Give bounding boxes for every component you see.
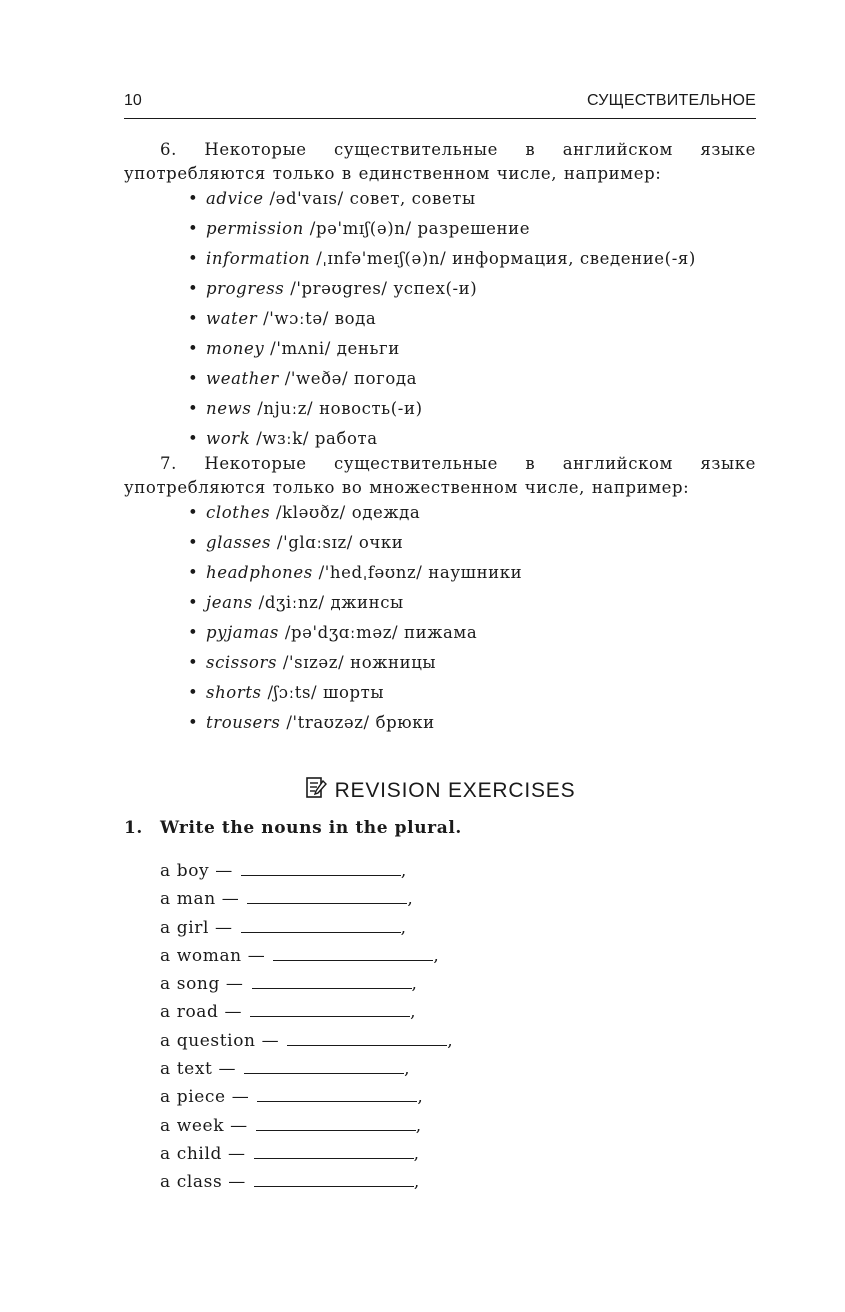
word-list-item — [188, 680, 522, 710]
singular-noun: a man — — [160, 889, 240, 910]
answer-blank[interactable] — [287, 1028, 447, 1046]
rule-6-paragraph — [124, 138, 756, 186]
translation: очки — [358, 533, 404, 552]
transcription: /'glɑːsɪz/ — [276, 533, 353, 552]
bullet-icon: • — [188, 189, 199, 208]
singular-noun: a girl — — [160, 917, 233, 938]
translation: пижама — [404, 623, 478, 642]
bullet-icon: • — [188, 503, 199, 522]
word-list-item — [188, 396, 696, 426]
transcription: /ˌɪnfə'meɪʃ(ə)n/ — [316, 249, 447, 268]
bullet-icon: • — [188, 563, 199, 582]
answer-blank[interactable] — [254, 1169, 414, 1187]
bullet-icon: • — [188, 219, 199, 238]
bullet-icon: • — [188, 309, 199, 328]
exercise-notepad-icon — [305, 776, 327, 800]
word-list-item — [188, 560, 522, 590]
english-word: pyjamas — [206, 623, 279, 642]
exercise-item — [160, 943, 453, 971]
transcription: /pə'dʒɑːməz/ — [284, 623, 399, 642]
english-word: clothes — [206, 503, 271, 522]
translation: информация, сведение(-я) — [452, 249, 696, 268]
singular-noun: a class — — [160, 1172, 246, 1193]
transcription: /'hedˌfəʊnz/ — [318, 563, 423, 582]
rule-6-word-list — [188, 186, 696, 456]
exercise-1-items — [160, 858, 453, 1198]
transcription: /njuːz/ — [257, 399, 314, 418]
answer-blank[interactable] — [250, 999, 410, 1017]
transcription: /pə'mɪʃ(ə)n/ — [309, 219, 412, 238]
exercise-item — [160, 1169, 453, 1197]
exercise-item — [160, 1084, 453, 1112]
bullet-icon: • — [188, 683, 199, 702]
exercise-item — [160, 971, 453, 999]
transcription: /kləʊðz/ — [276, 503, 346, 522]
bullet-icon: • — [188, 713, 199, 732]
singular-noun: a text — — [160, 1059, 237, 1080]
transcription: /'sɪzəz/ — [282, 653, 345, 672]
exercise-item — [160, 999, 453, 1027]
singular-noun: a question — — [160, 1030, 280, 1051]
transcription: /'traʊzəz/ — [286, 713, 370, 732]
transcription: /'mʌni/ — [270, 339, 331, 358]
word-list-item — [188, 530, 522, 560]
rule-6-text: 6. Некоторые существительные в английском языке употребляются только в единственном числе, например: — [124, 140, 756, 183]
bullet-icon: • — [188, 339, 199, 358]
translation: вода — [334, 309, 377, 328]
transcription: /əd'vaɪs/ — [269, 189, 344, 208]
word-list-item — [188, 500, 522, 530]
item-punctuation: , — [447, 1030, 454, 1051]
exercise-1-number: 1. — [124, 818, 143, 838]
english-word: information — [206, 249, 311, 268]
word-list-item — [188, 710, 522, 740]
translation: разрешение — [417, 219, 531, 238]
english-word: headphones — [206, 563, 313, 582]
item-punctuation: , — [417, 1087, 424, 1108]
word-list-item — [188, 590, 522, 620]
word-list-item — [188, 276, 696, 306]
translation: ножницы — [350, 653, 437, 672]
singular-noun: a road — — [160, 1002, 243, 1023]
bullet-icon: • — [188, 279, 199, 298]
english-word: scissors — [206, 653, 278, 672]
english-word: jeans — [206, 593, 253, 612]
bullet-icon: • — [188, 653, 199, 672]
english-word: shorts — [206, 683, 262, 702]
english-word: work — [206, 429, 251, 448]
translation: одежда — [351, 503, 421, 522]
translation: брюки — [375, 713, 435, 732]
bullet-icon: • — [188, 369, 199, 388]
item-punctuation: , — [404, 1059, 411, 1080]
item-punctuation: , — [410, 1002, 417, 1023]
translation: джинсы — [330, 593, 404, 612]
item-punctuation: , — [411, 974, 418, 995]
exercise-item — [160, 1028, 453, 1056]
singular-noun: a woman — — [160, 945, 266, 966]
rule-7-word-list — [188, 500, 522, 740]
section-title: СУЩЕСТВИТЕЛЬНОЕ — [587, 92, 756, 109]
rule-7-text: 7. Некоторые существительные в английском языке употребляются только во множественном числе, например: — [124, 454, 756, 497]
exercise-item — [160, 858, 453, 886]
translation: работа — [314, 429, 378, 448]
word-list-item — [188, 246, 696, 276]
item-punctuation: , — [400, 861, 407, 881]
singular-noun: a song — — [160, 974, 244, 995]
answer-blank[interactable] — [273, 943, 433, 961]
item-punctuation: , — [413, 1143, 420, 1164]
bullet-icon: • — [188, 429, 199, 448]
page-header — [124, 90, 756, 119]
english-word: glasses — [206, 533, 272, 552]
translation: шорты — [323, 683, 385, 702]
translation: погода — [354, 369, 418, 388]
word-list-item — [188, 336, 696, 366]
english-word: news — [206, 399, 252, 418]
singular-noun: a boy — — [160, 861, 233, 881]
transcription: /ʃɔːts/ — [267, 683, 318, 702]
revision-heading-text: REVISION EXERCISES — [334, 779, 576, 802]
bullet-icon: • — [188, 399, 199, 418]
exercise-item — [160, 1056, 453, 1084]
word-list-item — [188, 216, 696, 246]
english-word: advice — [206, 189, 264, 208]
exercise-1-title — [124, 818, 462, 838]
item-punctuation: , — [400, 917, 407, 938]
translation: успех(-и) — [393, 279, 478, 298]
answer-blank[interactable] — [244, 1056, 404, 1074]
answer-blank[interactable] — [257, 1084, 417, 1102]
bullet-icon: • — [188, 623, 199, 642]
transcription: /'prəʊgres/ — [290, 279, 388, 298]
word-list-item — [188, 650, 522, 680]
exercise-item — [160, 1141, 453, 1169]
item-punctuation: , — [415, 1115, 422, 1136]
rule-7-paragraph — [124, 452, 756, 500]
exercise-item — [160, 1113, 453, 1141]
english-word: water — [206, 309, 258, 328]
singular-noun: a piece — — [160, 1087, 250, 1108]
item-punctuation: , — [413, 1172, 420, 1193]
translation: наушники — [428, 563, 523, 582]
word-list-item — [188, 306, 696, 336]
word-list-item — [188, 620, 522, 650]
item-punctuation: , — [407, 889, 414, 910]
translation: деньги — [336, 339, 400, 358]
revision-exercises-heading — [124, 776, 756, 803]
english-word: permission — [206, 219, 304, 238]
english-word: trousers — [206, 713, 281, 732]
answer-blank[interactable] — [256, 1113, 416, 1131]
exercise-item — [160, 886, 453, 914]
translation: совет, советы — [349, 189, 476, 208]
english-word: money — [206, 339, 265, 358]
exercise-1-instruction: Write the nouns in the plural. — [160, 818, 462, 838]
exercise-item — [160, 915, 453, 943]
word-list-item — [188, 186, 696, 216]
page-number: 10 — [124, 92, 142, 109]
transcription: /'weðə/ — [284, 369, 349, 388]
english-word: progress — [206, 279, 285, 298]
bullet-icon: • — [188, 533, 199, 552]
answer-blank[interactable] — [252, 971, 412, 989]
translation: новость(-и) — [319, 399, 423, 418]
transcription: /wɜːk/ — [256, 429, 309, 448]
answer-blank[interactable] — [254, 1141, 414, 1159]
bullet-icon: • — [188, 249, 199, 268]
answer-blank[interactable] — [241, 858, 401, 876]
singular-noun: a child — — [160, 1143, 246, 1164]
answer-blank[interactable] — [247, 886, 407, 904]
singular-noun: a week — — [160, 1115, 248, 1136]
transcription: /dʒiːnz/ — [258, 593, 325, 612]
transcription: /'wɔːtə/ — [263, 309, 329, 328]
item-punctuation: , — [433, 945, 440, 966]
bullet-icon: • — [188, 593, 199, 612]
word-list-item — [188, 366, 696, 396]
english-word: weather — [206, 369, 279, 388]
answer-blank[interactable] — [241, 915, 401, 933]
